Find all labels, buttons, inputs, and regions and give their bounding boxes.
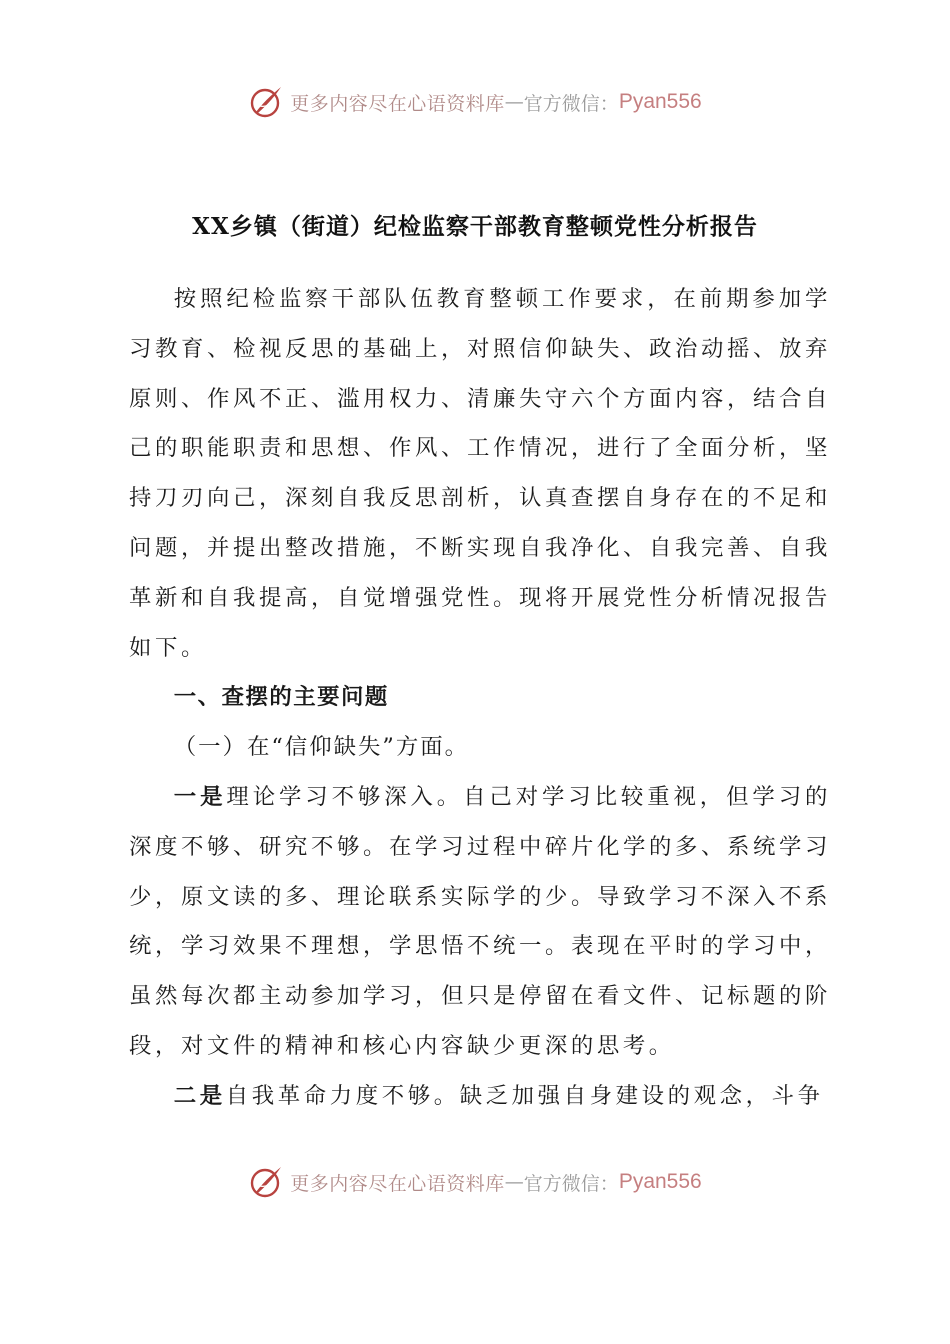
banner-text: 更多内容尽在心语资料库 bbox=[290, 92, 505, 115]
wechat-id: Pyan556 bbox=[618, 1170, 702, 1193]
intro-paragraph: 按照纪检监察干部队伍教育整顿工作要求，在前期参加学习教育、检视反思的基础上，对照信仰缺失、政治动摇、放弃原则、作风不正、滥用权力、清廉失守六个方面内容，结合自己的职能职责和思想、作风、工作情况，进行了全面分析，坚持刀刃向己，深刻自我反思剖析，认真查摆自身存在的不足和问题，并提出整改措施，不断实现自我净化、自我完善、自我革新和自我提高，自觉增强党性。现将开展党性分析情况报告如下。 bbox=[129, 286, 831, 661]
point-paragraph-2 bbox=[129, 1072, 831, 1122]
wechat-id: Pyan556 bbox=[618, 90, 702, 113]
point-paragraph-1 bbox=[129, 773, 831, 1072]
banner-text: 更多内容尽在心语资料库 bbox=[290, 1172, 505, 1195]
quill-logo-icon bbox=[248, 84, 284, 120]
footer-banner bbox=[0, 1162, 950, 1202]
point-label-2: 二是 bbox=[173, 1082, 226, 1109]
quill-logo-icon bbox=[248, 1164, 284, 1200]
header-banner bbox=[0, 82, 950, 122]
banner-separator: — bbox=[504, 91, 524, 113]
subsection-heading: （一）在“信仰缺失”方面。 bbox=[173, 734, 469, 761]
point-label-1: 一是 bbox=[173, 783, 227, 810]
wechat-label: 官方微信： bbox=[523, 1172, 619, 1195]
document-body bbox=[129, 275, 831, 1122]
point-text-1: 理论学习不够深入。自己对学习比较重视，但学习的深度不够、研究不够。在学习过程中碎片化学的多、系统学习少，原文读的多、理论联系实际学的少。导致学习不深入不系统，学习效果不理想，学思悟不统一。表现在平时的学习中，虽然每次都主动参加学习，但只是停留在看文件、记标题的阶段，对文件的精神和核心内容缺少更深的思考。 bbox=[129, 783, 831, 1059]
wechat-label: 官方微信： bbox=[523, 92, 619, 115]
section-heading: 一、查摆的主要问题 bbox=[173, 684, 389, 711]
document-title: XX乡镇（街道）纪检监察干部教育整顿党性分析报告 bbox=[192, 213, 758, 240]
point-text-2: 自我革命力度不够。缺乏加强自身建设的观念，斗争 bbox=[225, 1082, 824, 1109]
banner-separator: — bbox=[504, 1171, 524, 1193]
